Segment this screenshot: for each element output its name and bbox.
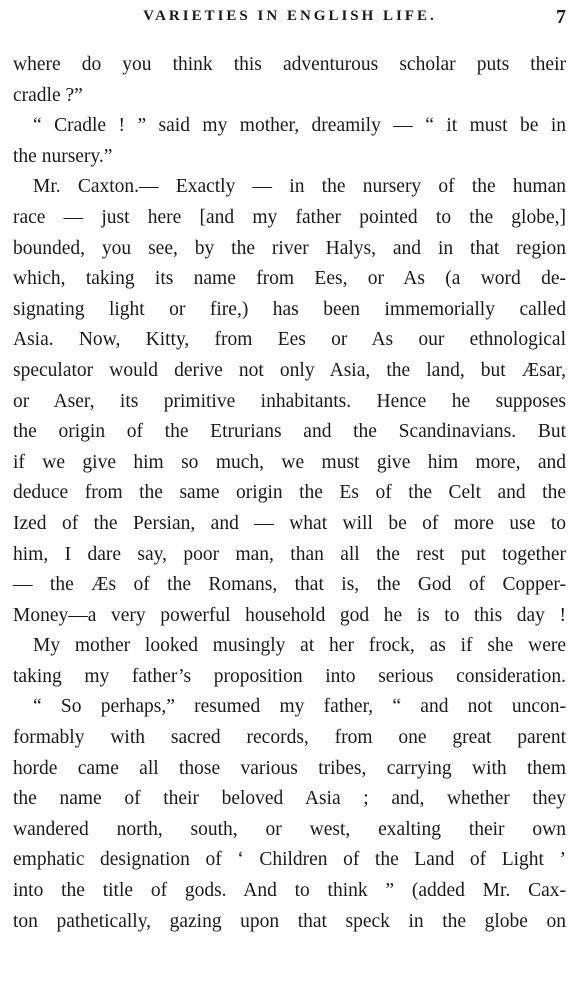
- text-line: signating light or fire,) has been immemorially called: [13, 298, 566, 320]
- text-line: him, I dare say, poor man, than all the rest put together: [13, 543, 566, 565]
- text-line: “ So perhaps,” resumed my father, “ and not uncon-: [33, 696, 566, 718]
- text-line: the name of their beloved Asia ; and, whether they: [13, 788, 566, 810]
- text-line: horde came all those various tribes, carrying with them: [13, 757, 566, 779]
- text-line: the nursery.”: [13, 145, 113, 167]
- text-line: race — just here [and my father pointed to the globe,]: [13, 206, 566, 228]
- text-line: the origin of the Etrurians and the Scandinavians. But: [13, 421, 566, 443]
- running-head: [0, 6, 580, 30]
- text-line: cradle ?”: [13, 84, 83, 106]
- text-line: Money—a very powerful household god he is to this day !: [13, 604, 566, 626]
- text-line: Mr. Caxton.— Exactly — in the nursery of the human: [33, 176, 566, 198]
- text-line: emphatic designation of ‘ Children of the Land of Light ’: [13, 849, 566, 871]
- text-line: where do you think this adventurous scholar puts their: [13, 54, 566, 75]
- text-line: speculator would derive not only Asia, the land, but Æsar,: [13, 359, 566, 381]
- text-line: if we give him so much, we must give him more, and: [13, 451, 566, 473]
- text-line: into the title of gods. And to think ” (added Mr. Cax-: [13, 880, 566, 902]
- text-line: or Aser, its primitive inhabitants. Hence he supposes: [13, 390, 566, 412]
- text-line: “ Cradle ! ” said my mother, dreamily — “ it must be in: [33, 115, 566, 137]
- text-line: taking my father’s proposition into serious consideration.: [13, 665, 566, 687]
- body-text: [13, 50, 566, 937]
- text-line: bounded, you see, by the river Halys, and in that region: [13, 237, 566, 259]
- page-number: 7: [556, 6, 566, 28]
- text-line: formably with sacred records, from one great parent: [13, 727, 566, 749]
- running-title: VARIETIES IN ENGLISH LIFE.: [143, 8, 437, 24]
- text-line: Asia. Now, Kitty, from Ees or As our ethnological: [13, 329, 566, 351]
- text-line: — the Æs of the Romans, that is, the God of Copper-: [13, 574, 566, 596]
- text-line: My mother looked musingly at her frock, as if she were: [33, 635, 566, 657]
- text-line: deduce from the same origin the Es of the Celt and the: [13, 482, 566, 504]
- text-line: which, taking its name from Ees, or As (a word de-: [13, 268, 566, 290]
- text-line: wandered north, south, or west, exalting their own: [13, 818, 566, 840]
- text-line: Ized of the Persian, and — what will be of more use to: [13, 512, 566, 534]
- text-line: ton pathetically, gazing upon that speck in the globe on: [13, 910, 566, 932]
